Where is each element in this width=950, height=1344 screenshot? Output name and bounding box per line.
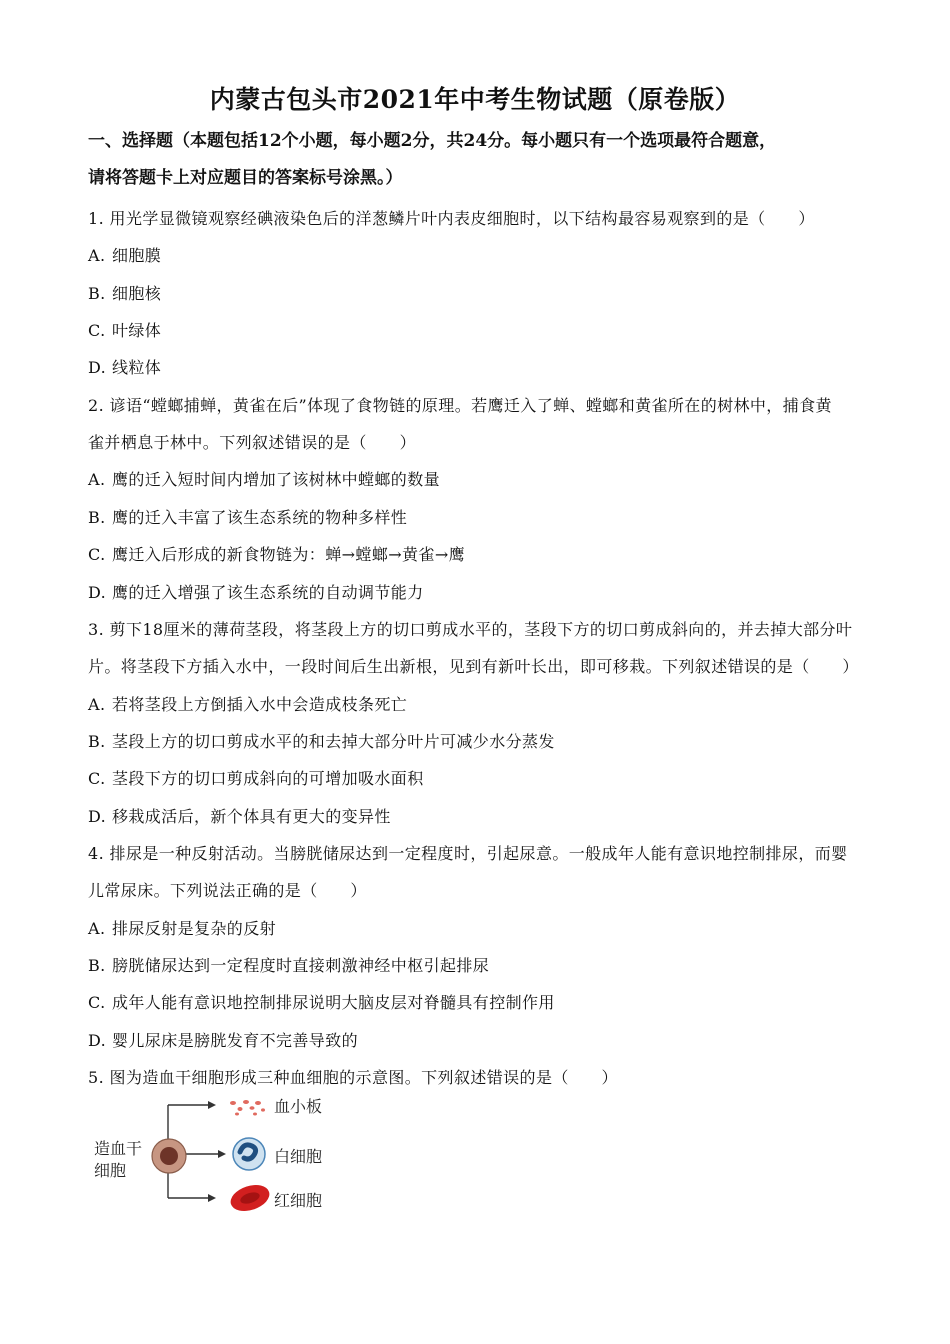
option-key: A. <box>88 695 106 714</box>
platelet-label: 血小板 <box>274 1097 323 1116</box>
option-text: 排尿反射是复杂的反射 <box>112 919 277 938</box>
blood-cell-diagram <box>90 1090 350 1220</box>
option-text: 鹰迁入后形成的新食物链为：蝉→螳螂→黄雀→鹰 <box>112 545 466 564</box>
white-blood-cell-label: 白细胞 <box>274 1147 323 1166</box>
stem-cell-icon <box>152 1139 186 1173</box>
option-key: A. <box>88 919 106 938</box>
question-3-option-a <box>88 692 407 715</box>
question-1-option-a <box>88 243 161 266</box>
option-text: 成年人能有意识地控制排尿说明大脑皮层对脊髓具有控制作用 <box>112 993 555 1012</box>
option-key: C. <box>88 993 106 1012</box>
question-2-stem-line-2: 雀并栖息于林中。下列叙述错误的是（ ） <box>88 433 417 452</box>
question-2-option-a <box>88 467 440 490</box>
question-1-option-b <box>88 281 161 304</box>
platelet-icon <box>230 1100 265 1116</box>
question-4-option-b <box>88 953 489 976</box>
question-5-stem: 5. 图为造血干细胞形成三种血细胞的示意图。下列叙述错误的是（ ） <box>88 1068 618 1087</box>
option-key: C. <box>88 769 106 788</box>
question-3-stem-line-2: 片。将茎段下方插入水中，一段时间后生出新根，见到有新叶长出，即可移栽。下列叙述错误的是（ ） <box>88 657 859 676</box>
section-heading-line-1: 一、选择题（本题包括12个小题，每小题2分，共24分。每小题只有一个选项最符合题意， <box>88 131 777 151</box>
option-text: 鹰的迁入丰富了该生态系统的物种多样性 <box>112 508 408 527</box>
option-text: 婴儿尿床是膀胱发育不完善导致的 <box>112 1031 359 1050</box>
option-key: C. <box>88 545 106 564</box>
question-4-option-c <box>88 990 555 1013</box>
question-1-option-d <box>88 355 161 378</box>
option-key: B. <box>88 284 106 303</box>
option-text: 叶绿体 <box>112 321 162 340</box>
option-text: 鹰的迁入短时间内增加了该树林中螳螂的数量 <box>112 470 441 489</box>
option-text: 膀胱储尿达到一定程度时直接刺激神经中枢引起排尿 <box>112 956 490 975</box>
option-key: A. <box>88 246 106 265</box>
stem-cell-label-line-1: 造血干 <box>94 1139 143 1158</box>
option-text: 鹰的迁入增强了该生态系统的自动调节能力 <box>112 583 424 602</box>
option-text: 细胞核 <box>112 284 162 303</box>
option-key: D. <box>88 1031 107 1050</box>
option-text: 若将茎段上方倒插入水中会造成枝条死亡 <box>112 695 408 714</box>
option-key: A. <box>88 470 106 489</box>
option-key: D. <box>88 583 107 602</box>
red-blood-cell-label: 红细胞 <box>274 1191 323 1210</box>
question-1-stem: 1. 用光学显微镜观察经碘液染色后的洋葱鳞片叶内表皮细胞时，以下结构最容易观察到的是（ ） <box>88 209 815 228</box>
option-text: 移栽成活后，新个体具有更大的变异性 <box>112 807 391 826</box>
question-2-stem-line-1: 2. 谚语“螳螂捕蝉，黄雀在后”体现了食物链的原理。若鹰迁入了蝉、螳螂和黄雀所在的树林中，捕食黄 <box>88 396 832 415</box>
document-title: 内蒙古包头市2021年中考生物试题（原卷版） <box>209 85 741 114</box>
stem-cell-label-line-2: 细胞 <box>94 1161 127 1180</box>
question-4-option-d <box>88 1028 358 1051</box>
red-blood-cell-icon <box>227 1180 272 1215</box>
option-text: 线粒体 <box>112 358 162 377</box>
option-text: 茎段上方的切口剪成水平的和去掉大部分叶片可减少水分蒸发 <box>112 732 555 751</box>
option-key: D. <box>88 358 107 377</box>
question-4-stem-line-1: 4. 排尿是一种反射活动。当膀胱储尿达到一定程度时，引起尿意。一般成年人能有意识地控制排尿，而婴 <box>88 844 848 863</box>
option-key: B. <box>88 508 106 527</box>
option-key: B. <box>88 732 106 751</box>
question-3-option-b <box>88 729 555 752</box>
question-2-option-b <box>88 505 407 528</box>
option-text: 细胞膜 <box>112 246 162 265</box>
option-text: 茎段下方的切口剪成斜向的可增加吸水面积 <box>112 769 424 788</box>
question-4-stem-line-2: 儿常尿床。下列说法正确的是（ ） <box>88 881 367 900</box>
option-key: D. <box>88 807 107 826</box>
arrow-heads <box>208 1101 226 1202</box>
section-heading-line-2: 请将答题卡上对应题目的答案标号涂黑。） <box>88 168 403 188</box>
white-blood-cell-icon <box>233 1138 265 1170</box>
option-key: B. <box>88 956 106 975</box>
question-3-option-c <box>88 766 424 789</box>
question-3-option-d <box>88 804 391 827</box>
question-3-stem-line-1: 3. 剪下18厘米的薄荷茎段，将茎段上方的切口剪成水平的，茎段下方的切口剪成斜向的，并去掉大部分叶 <box>88 620 853 639</box>
section-heading <box>88 123 868 197</box>
question-2-option-c <box>88 542 465 565</box>
question-1-option-c <box>88 318 161 341</box>
question-4-option-a <box>88 916 276 939</box>
option-key: C. <box>88 321 106 340</box>
question-2-option-d <box>88 580 424 603</box>
